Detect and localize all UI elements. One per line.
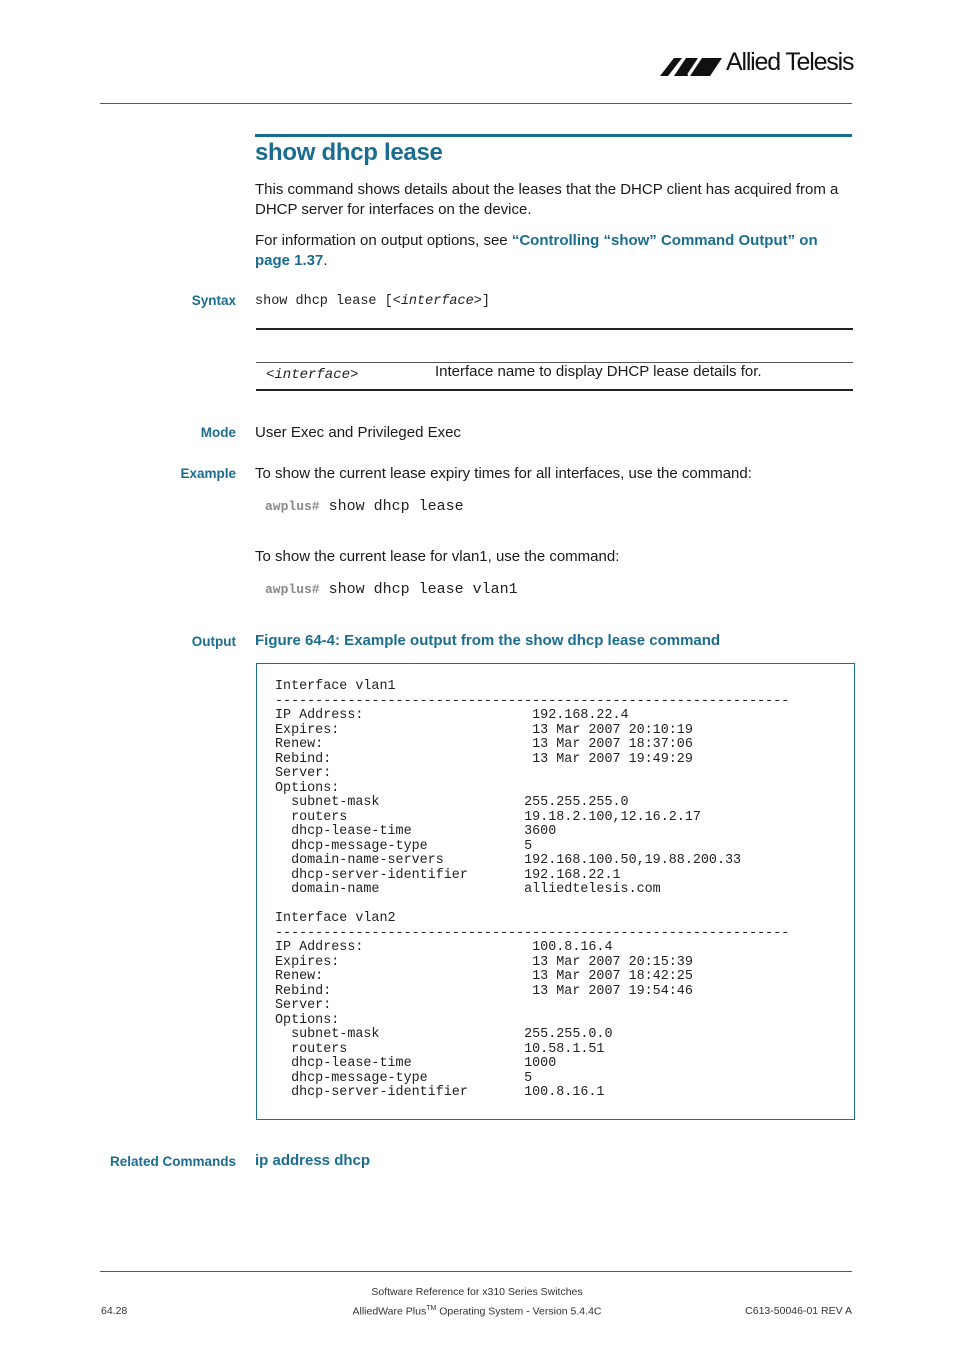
ip-address-dhcp-link[interactable]: ip address dhcp — [255, 1152, 371, 1169]
trademark-mark: TM — [426, 1305, 437, 1312]
output-line: IP Address: 100.8.16.4 — [275, 940, 613, 955]
table-bottom-rule — [256, 389, 853, 391]
footer-os-version: Operating System - Version 5.4.4C — [436, 1305, 602, 1318]
output-line: Options: — [275, 780, 340, 796]
output-line: dhcp-lease-time 1000 — [275, 1056, 557, 1071]
logo-mark-icon — [660, 54, 724, 80]
mode-label: Mode — [200, 425, 236, 440]
output-box — [256, 663, 855, 1120]
logo-wordmark: Allied Telesis — [726, 48, 854, 76]
table-top-rule — [256, 328, 853, 330]
output-line: subnet-mask 255.255.0.0 — [275, 1027, 613, 1042]
header-rule — [100, 103, 852, 104]
cli-command: show dhcp lease vlan1 — [328, 581, 518, 598]
output-line: routers 10.58.1.51 — [275, 1041, 605, 1057]
output-line: Rebind: 13 Mar 2007 19:54:46 — [275, 983, 693, 999]
cli-command: show dhcp lease — [328, 498, 464, 515]
param-name: <interface> — [266, 367, 359, 383]
example-label: Example — [180, 466, 236, 481]
output-line: ---------------------------------------------------------------- — [275, 925, 790, 941]
intro-paragraph: This command shows details about the leases that the DHCP client has acquired from a DHCP server for interfaces on the device. — [255, 181, 839, 218]
output-label: Output — [191, 634, 236, 649]
output-line: dhcp-server-identifier 100.8.16.1 — [275, 1085, 605, 1100]
output-line: dhcp-message-type 5 — [275, 838, 533, 854]
example-text-1: To show the current lease expiry times for all interfaces, use the command: — [255, 465, 752, 482]
page-title: show dhcp lease — [255, 139, 443, 166]
syntax-cmd-prefix: show dhcp lease [< — [255, 294, 401, 309]
output-line: Rebind: 13 Mar 2007 19:49:29 — [275, 751, 693, 767]
output-line: Renew: 13 Mar 2007 18:42:25 — [275, 969, 693, 984]
output-line: IP Address: 192.168.22.4 — [275, 708, 629, 723]
example-text-2: To show the current lease for vlan1, use the command: — [255, 548, 620, 565]
output-line: ---------------------------------------------------------------- — [275, 693, 790, 709]
footer-product: AlliedWare Plus — [352, 1305, 427, 1318]
output-line: Server: — [275, 998, 332, 1013]
output-line: Renew: 13 Mar 2007 18:37:06 — [275, 737, 693, 752]
output-line: Server: — [275, 766, 332, 781]
output-line: Expires: 13 Mar 2007 20:10:19 — [275, 722, 693, 738]
param-description: Interface name to display DHCP lease details for. — [435, 363, 762, 380]
title-rule — [255, 134, 852, 137]
output-line: Interface vlan1 — [275, 679, 396, 694]
output-line: dhcp-lease-time 3600 — [275, 824, 557, 839]
output-line: routers 19.18.2.100,12.16.2.17 — [275, 809, 701, 825]
page-reference-link[interactable]: page 1.37 — [255, 252, 324, 269]
figure-caption: Figure 64-4: Example output from the show dhcp lease command — [255, 632, 721, 649]
output-line: domain-name alliedtelesis.com — [275, 882, 661, 897]
footer-rule — [100, 1271, 852, 1272]
syntax-cmd-param: interface — [400, 294, 474, 309]
document-id: C613-50046-01 REV A — [745, 1305, 852, 1317]
syntax-label: Syntax — [191, 293, 236, 308]
output-line: dhcp-message-type 5 — [275, 1070, 533, 1086]
output-line: Options: — [275, 1012, 340, 1028]
info-suffix: . — [323, 252, 328, 269]
output-line: subnet-mask 255.255.255.0 — [275, 795, 629, 810]
info-prefix: For information on output options, see — [255, 232, 512, 249]
page-number: 64.28 — [101, 1305, 128, 1317]
related-commands-label: Related Commands — [109, 1154, 236, 1169]
output-line: Interface vlan2 — [275, 911, 396, 926]
mode-text: User Exec and Privileged Exec — [255, 424, 461, 441]
controlling-show-output-link[interactable]: “Controlling “show” Command Output” on — [511, 232, 818, 249]
footer-title: Software Reference for x310 Series Switches — [371, 1286, 583, 1298]
cli-prompt: awplus# — [265, 499, 320, 514]
output-line: Expires: 13 Mar 2007 20:15:39 — [275, 954, 693, 970]
example-command-1 — [265, 498, 464, 515]
syntax-cmd-suffix: >] — [473, 294, 490, 309]
output-line: domain-name-servers 192.168.100.50,19.88.200.33 — [275, 853, 742, 868]
output-line: dhcp-server-identifier 192.168.22.1 — [275, 867, 621, 883]
allied-telesis-logo — [660, 50, 856, 80]
cli-prompt: awplus# — [265, 582, 320, 597]
syntax-command — [255, 294, 490, 309]
info-paragraph — [255, 231, 852, 271]
example-command-2 — [265, 581, 518, 598]
